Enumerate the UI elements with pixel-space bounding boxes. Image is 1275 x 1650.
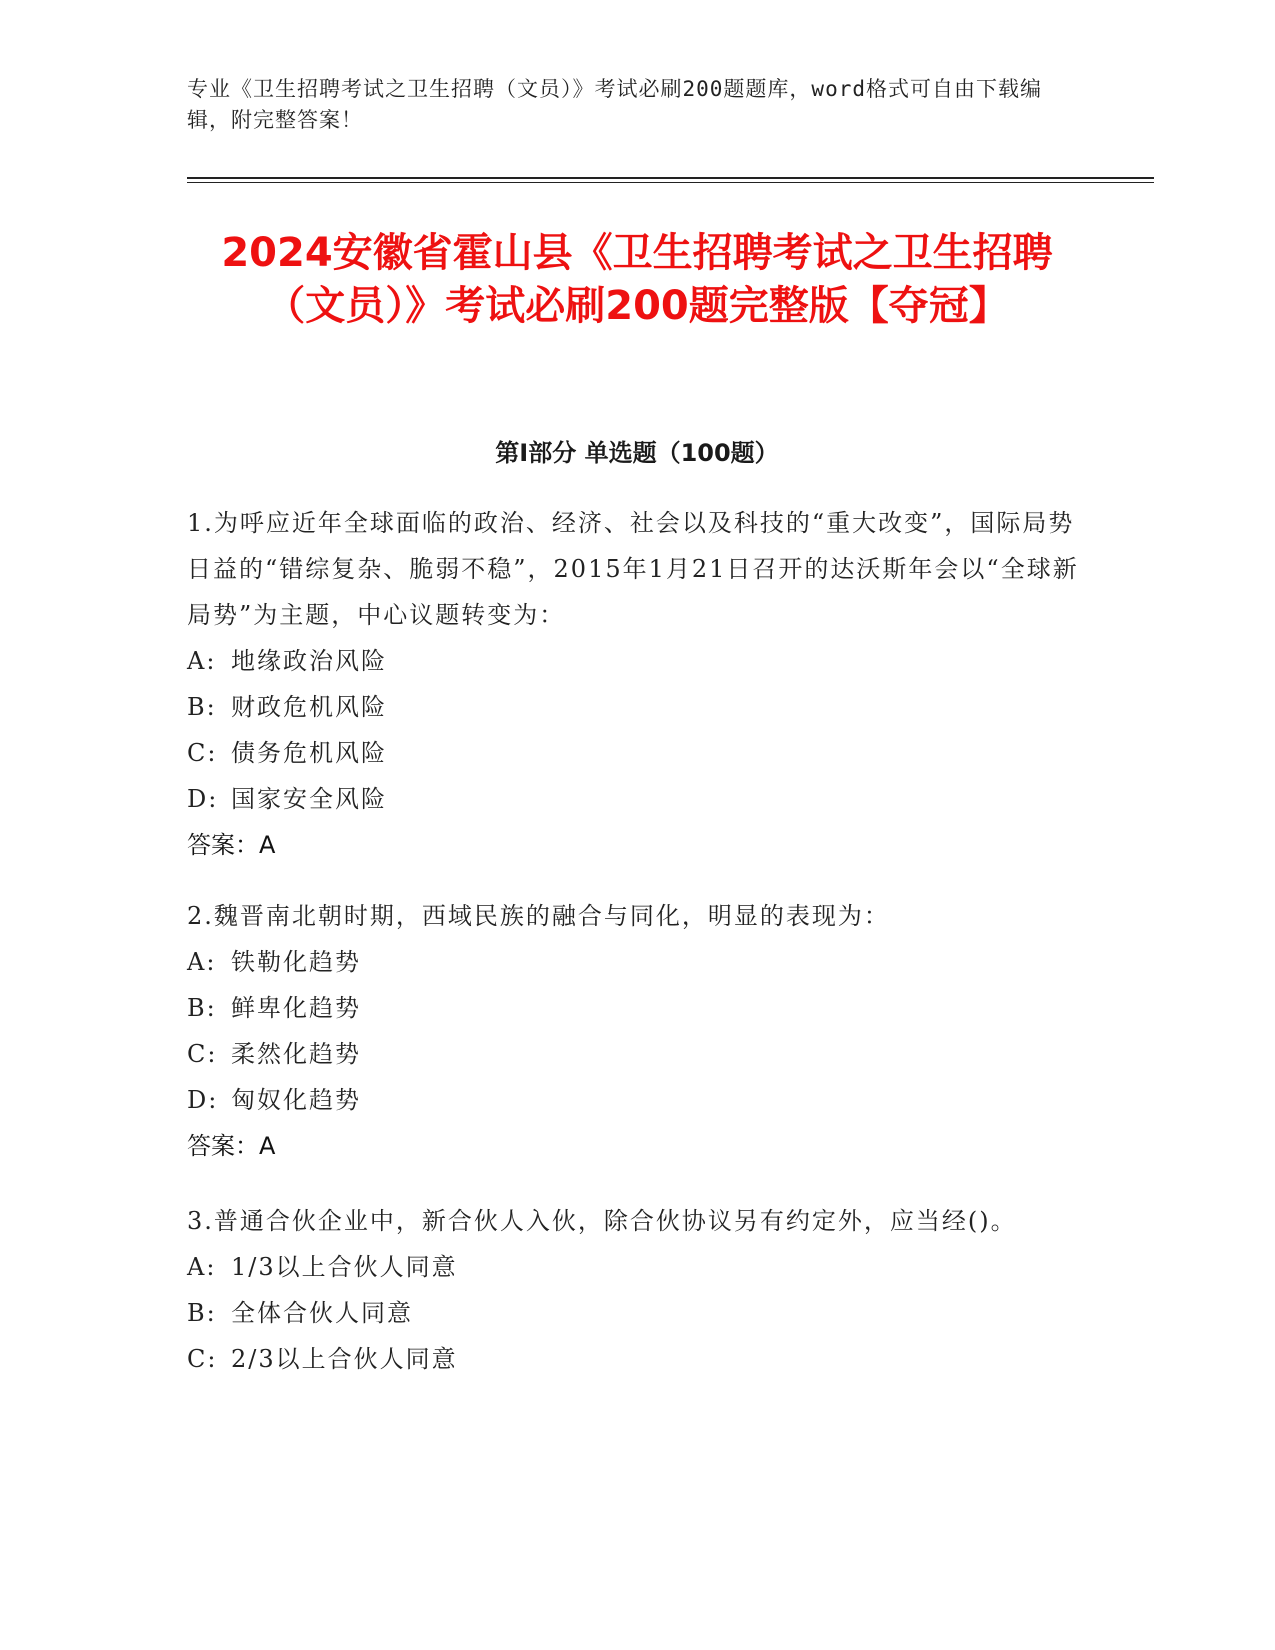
question-stem: 2.魏晋南北朝时期，西域民族的融合与同化，明显的表现为： xyxy=(187,902,890,930)
option-text: 财政危机风险 xyxy=(231,693,387,721)
option-c xyxy=(187,1031,1087,1077)
header-divider xyxy=(187,177,1154,179)
option-c xyxy=(187,730,1087,776)
option-letter: D: xyxy=(187,785,219,813)
section-heading: 第I部分 单选题（100题） xyxy=(495,439,779,467)
question-2 xyxy=(187,893,1087,1169)
header-note: 专业《卫生招聘考试之卫生招聘（文员）》考试必刷200题题库，word格式可自由下载编辑，附完整答案！ xyxy=(187,77,1042,132)
question-1 xyxy=(187,500,1087,868)
question-3 xyxy=(187,1198,1087,1382)
option-b xyxy=(187,684,1087,730)
option-c xyxy=(187,1336,1087,1382)
question-stem: 3.普通合伙企业中，新合伙人入伙，除合伙协议另有约定外，应当经()。 xyxy=(187,1207,1017,1235)
option-text: 1/3以上合伙人同意 xyxy=(231,1253,458,1281)
option-d xyxy=(187,1077,1087,1123)
option-letter: B: xyxy=(187,1299,217,1327)
answer-line: 答案：A xyxy=(187,1132,276,1160)
header-divider-thin xyxy=(187,182,1154,183)
option-text: 铁勒化趋势 xyxy=(231,948,361,976)
option-d xyxy=(187,776,1087,822)
option-text: 2/3以上合伙人同意 xyxy=(231,1345,458,1373)
option-letter: D: xyxy=(187,1086,219,1114)
option-letter: A: xyxy=(187,948,217,976)
option-b xyxy=(187,985,1087,1031)
option-text: 国家安全风险 xyxy=(231,785,387,813)
option-a xyxy=(187,1244,1087,1290)
option-a xyxy=(187,638,1087,684)
option-b xyxy=(187,1290,1087,1336)
option-text: 全体合伙人同意 xyxy=(231,1299,413,1327)
option-letter: C: xyxy=(187,1040,218,1068)
option-letter: B: xyxy=(187,693,217,721)
option-text: 债务危机风险 xyxy=(231,739,387,767)
option-text: 柔然化趋势 xyxy=(231,1040,361,1068)
answer-line: 答案：A xyxy=(187,831,276,859)
option-text: 匈奴化趋势 xyxy=(231,1086,361,1114)
option-letter: B: xyxy=(187,994,217,1022)
option-letter: A: xyxy=(187,1253,217,1281)
question-stem: 1.为呼应近年全球面临的政治、经济、社会以及科技的“重大改变”，国际局势日益的“错综复杂、脆弱不稳”，2015年1月21日召开的达沃斯年会以“全球新局势”为主题，中心议题转变为： xyxy=(187,509,1079,629)
option-text: 鲜卑化趋势 xyxy=(231,994,361,1022)
option-letter: C: xyxy=(187,1345,218,1373)
option-a xyxy=(187,939,1087,985)
option-letter: A: xyxy=(187,647,217,675)
option-letter: C: xyxy=(187,739,218,767)
option-text: 地缘政治风险 xyxy=(231,647,387,675)
document-title: 2024安徽省霍山县《卫生招聘考试之卫生招聘（文员）》考试必刷200题完整版【夺冠】 xyxy=(221,230,1053,329)
